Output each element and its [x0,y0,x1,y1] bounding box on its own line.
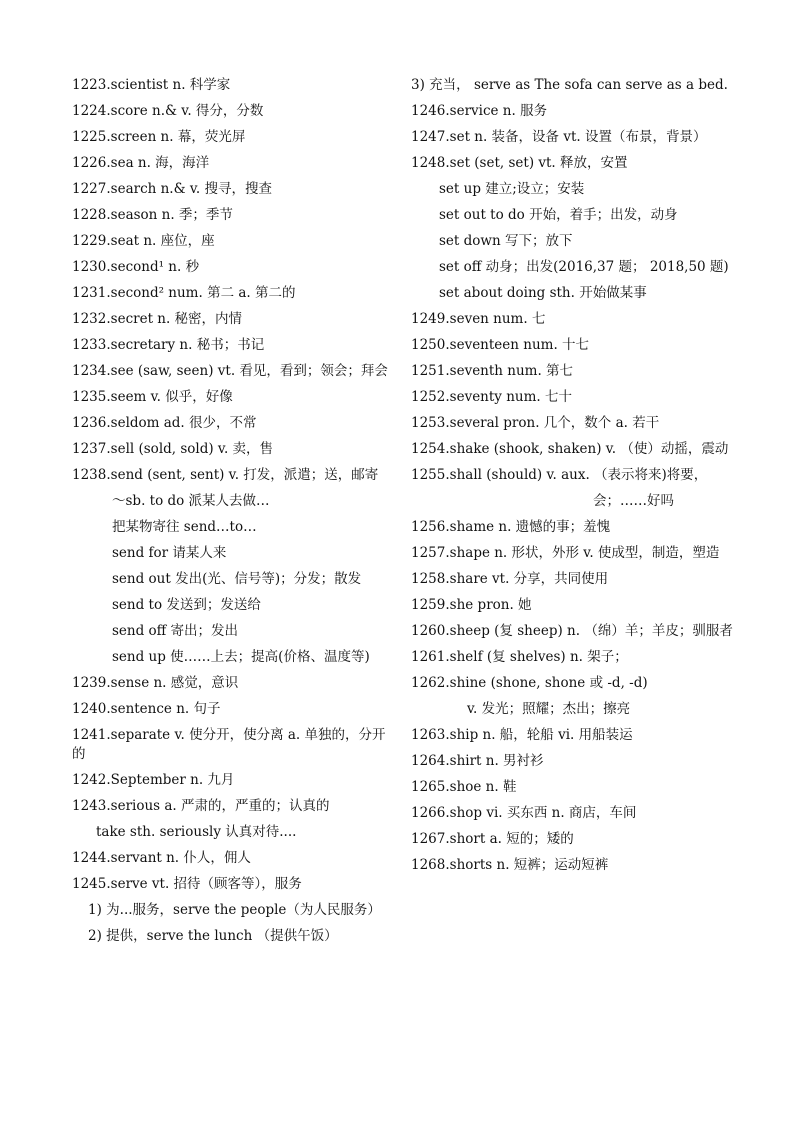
sub-entry: send out 发出(光、信号等)；分发；散发 [112,571,362,587]
sub-entry: set off 动身；出发(2016,37 题； 2018,50 题) [439,259,729,275]
sub-entry: set down 写下；放下 [439,233,573,249]
sub-entry: 2) 提供，serve the lunch （提供午饭） [88,928,338,944]
vocab-entry: 1251.seventh num. 第七 [411,363,574,379]
vocab-entry: 1234.see (saw, seen) vt. 看见，看到；领会；拜会 [72,363,388,379]
sub-entry: v. 发光；照耀；杰出；擦亮 [467,701,631,717]
vocab-entry: 1266.shop vi. 买东西 n. 商店，车间 [411,805,637,821]
vocab-entry: 3) 充当， serve as The sofa can serve as a bed. [411,77,728,93]
vocab-entry: 1235.seem v. 似乎，好像 [72,389,233,405]
vocab-entry: 1230.second¹ n. 秒 [72,259,200,275]
vocab-entry: 1255.shall (should) v. aux. （表示将来)将要， [411,467,708,483]
sub-entry: take sth. seriously 认真对待.... [96,824,297,840]
vocab-entry: 1263.ship n. 船，轮船 vi. 用船装运 [411,727,633,743]
vocab-entry: 1242.September n. 九月 [72,772,235,788]
vocab-entry: 1224.score n.& v. 得分，分数 [72,103,264,119]
vocab-entry: 1258.share vt. 分享，共同使用 [411,571,609,587]
left-column [72,76,394,953]
sub-entry: send for 请某人来 [112,545,227,561]
vocab-entry: 1246.service n. 服务 [411,103,548,119]
vocab-entry: 1268.shorts n. 短裤；运动短裤 [411,857,609,873]
vocab-entry: 1250.seventeen num. 十七 [411,337,590,353]
sub-entry: 把某物寄往 send…to… [112,519,257,535]
vocab-entry: 1236.seldom ad. 很少，不常 [72,415,257,431]
vocab-entry: 1225.screen n. 幕，荧光屏 [72,129,246,145]
vocab-entry: 1244.servant n. 仆人，佣人 [72,850,251,866]
vocab-entry: 1247.set n. 装备，设备 vt. 设置（布景，背景） [411,129,707,145]
right-column [411,76,733,882]
vocab-entry: 1252.seventy num. 七十 [411,389,572,405]
vocab-entry: 1265.shoe n. 鞋 [411,779,517,795]
vocab-entry: 1261.shelf (复 shelves) n. 架子； [411,649,628,665]
vocab-entry: 1264.shirt n. 男衬衫 [411,753,544,769]
vocab-entry: 1248.set (set, set) vt. 释放，安置 [411,155,628,171]
vocab-entry: 1233.secretary n. 秘书；书记 [72,337,265,353]
vocab-entry: 1254.shake (shook, shaken) v. （使）动摇，震动 [411,441,729,457]
vocab-entry: 1240.sentence n. 句子 [72,701,221,717]
sub-entry: send to 发送到；发送给 [112,597,261,613]
vocab-entry: 1238.send (sent, sent) v. 打发，派遣；送，邮寄 [72,467,379,483]
vocab-entry: 1241.separate v. 使分开，使分离 a. 单独的，分开的 [72,727,386,762]
vocab-entry: 1260.sheep (复 sheep) n. （绵）羊；羊皮；驯服者 [411,623,733,639]
sub-entry: send up 使……上去；提高(价格、温度等) [112,649,370,665]
vocab-entry: 1228.season n. 季；季节 [72,207,233,223]
sub-entry: 1) 为...服务，serve the people（为人民服务） [88,902,381,918]
sub-entry: 会；……好吗 [593,493,674,509]
vocab-entry: 1231.second² num. 第二 a. 第二的 [72,285,296,301]
vocab-entry: 1223.scientist n. 科学家 [72,77,231,93]
sub-entry: ～sb. to do 派某人去做… [112,493,270,509]
vocab-entry: 1232.secret n. 秘密，内情 [72,311,243,327]
vocab-entry: 1249.seven num. 七 [411,311,546,327]
sub-entry: send off 寄出；发出 [112,623,239,639]
vocab-entry: 1257.shape n. 形状，外形 v. 使成型，制造，塑造 [411,545,720,561]
vocab-entry: 1239.sense n. 感觉，意识 [72,675,239,691]
vocab-entry: 1256.shame n. 遗憾的事；羞愧 [411,519,611,535]
vocab-entry: 1226.sea n. 海，海洋 [72,155,210,171]
vocab-entry: 1259.she pron. 她 [411,597,532,613]
vocab-entry: 1253.several pron. 几个，数个 a. 若干 [411,415,660,431]
vocab-entry: 1243.serious a. 严肃的，严重的；认真的 [72,798,330,814]
vocab-entry: 1245.serve vt. 招待（顾客等），服务 [72,876,302,892]
sub-entry: set up 建立;设立；安装 [439,181,585,197]
vocab-entry: 1227.search n.& v. 搜寻，搜查 [72,181,273,197]
sub-entry: set about doing sth. 开始做某事 [439,285,647,301]
vocab-entry: 1267.short a. 短的；矮的 [411,831,574,847]
sub-entry: set out to do 开始，着手；出发，动身 [439,207,678,223]
vocab-entry: 1237.sell (sold, sold) v. 卖，售 [72,441,274,457]
vocab-entry: 1262.shine (shone, shone 或 -d, -d) [411,675,648,691]
vocab-entry: 1229.seat n. 座位，座 [72,233,215,249]
